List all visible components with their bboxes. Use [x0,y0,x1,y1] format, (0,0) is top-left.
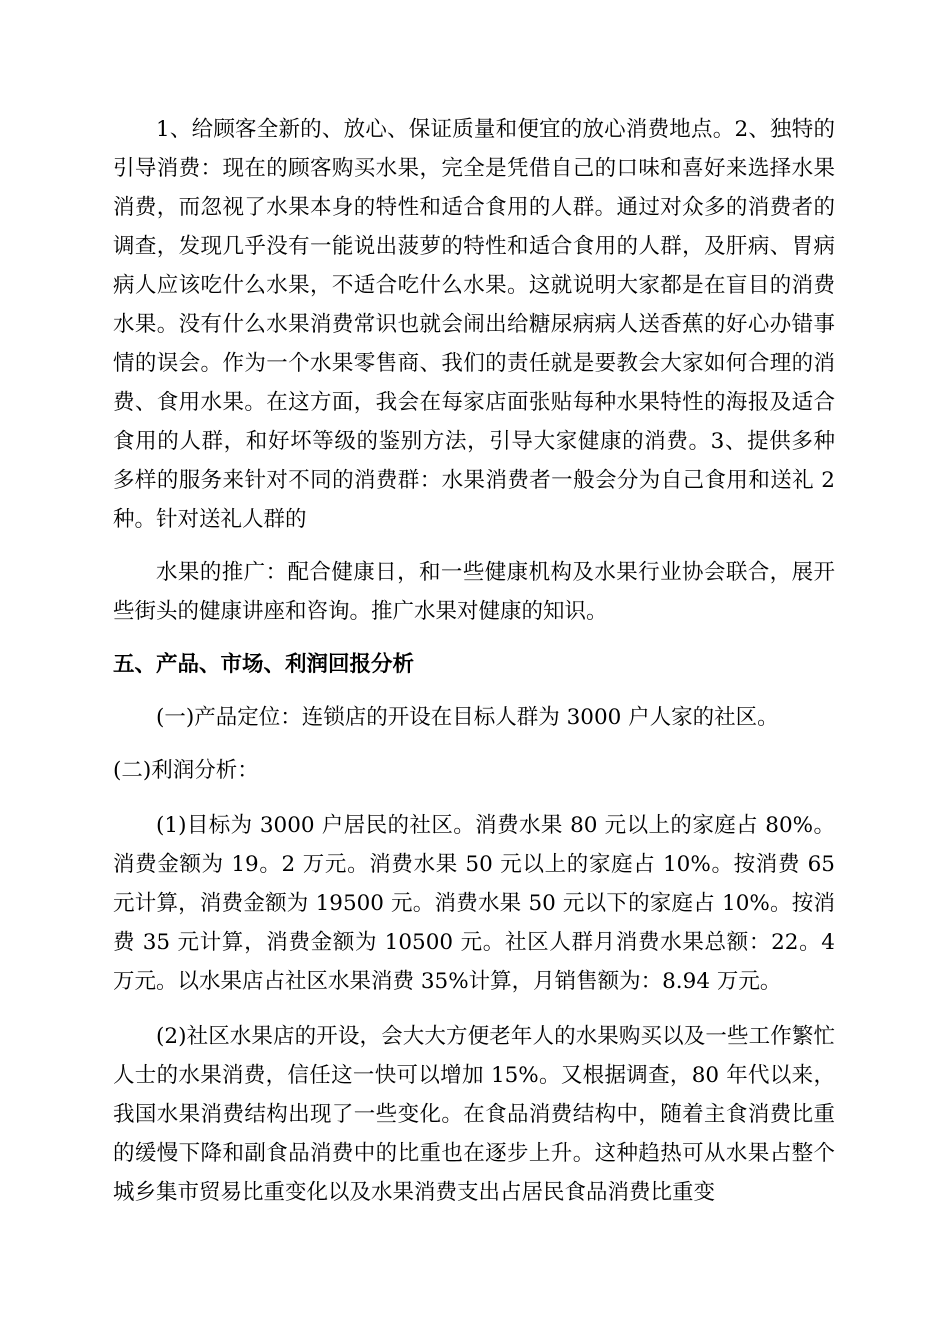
paragraph-profit-item-2: (2)社区水果店的开设，会大大方便老年人的水果购买以及一些工作繁忙人士的水果消费，信任这一快可以增加 15%。又根据调查，80 年代以来，我国水果消费结构出现了一些变化。在食品消费结构中，随着主食消费比重的缓慢下降和副食品消费中的比重也在逐步上升。这种趋热可从水果占整个城乡集市贸易比重变化以及水果消费支出占居民食品消费比重变 [113,1024,835,1205]
paragraph-product-positioning: (一)产品定位：连锁店的开设在目标人群为 3000 户人家的社区。 [156,705,779,730]
document-body [113,110,835,1212]
subheading-profit-analysis: (二)利润分析： [113,758,259,783]
paragraph-services: 1、给顾客全新的、放心、保证质量和便宜的放心消费地点。2、独特的引导消费：现在的顾客购买水果，完全是凭借自己的口味和喜好来选择水果消费，而忽视了水果本身的特性和适合食用的人群。通过对众多的消费者的调查，发现几乎没有一能说出菠萝的特性和适合食用的人群，及肝病、胃病病人应该吃什么水果，不适合吃什么水果。这就说明大家都是在盲目的消费水果。没有什么水果消费常识也就会闹出给糖尿病病人送香蕉的好心办错事情的误会。作为一个水果零售商、我们的责任就是要教会大家如何合理的消费、食用水果。在这方面，我会在每家店面张贴每种水果特性的海报及适合食用的人群，和好坏等级的鉴别方法，引导大家健康的消费。3、提供多种多样的服务来针对不同的消费群：水果消费者一般会分为自己食用和送礼 2 种。针对送礼人群的 [113,117,835,532]
paragraph-profit-item-1: (1)目标为 3000 户居民的社区。消费水果 80 元以上的家庭占 80%。消费金额为 19。2 万元。消费水果 50 元以上的家庭占 10%。按消费 65 元计算，消费金额为 19500 元。消费水果 50 元以下的家庭占 10%。按消费 35 元计算，消费金额为 10500 元。社区人群月消费水果总额：22。4 万元。以水果店占社区水果消费 35%计算，月销售额为：8.94 万元。 [113,813,835,994]
section-heading: 五、产品、市场、利润回报分析 [113,652,415,677]
paragraph-promotion: 水果的推广：配合健康日，和一些健康机构及水果行业协会联合，展开些街头的健康讲座和咨询。推广水果对健康的知识。 [113,560,835,624]
